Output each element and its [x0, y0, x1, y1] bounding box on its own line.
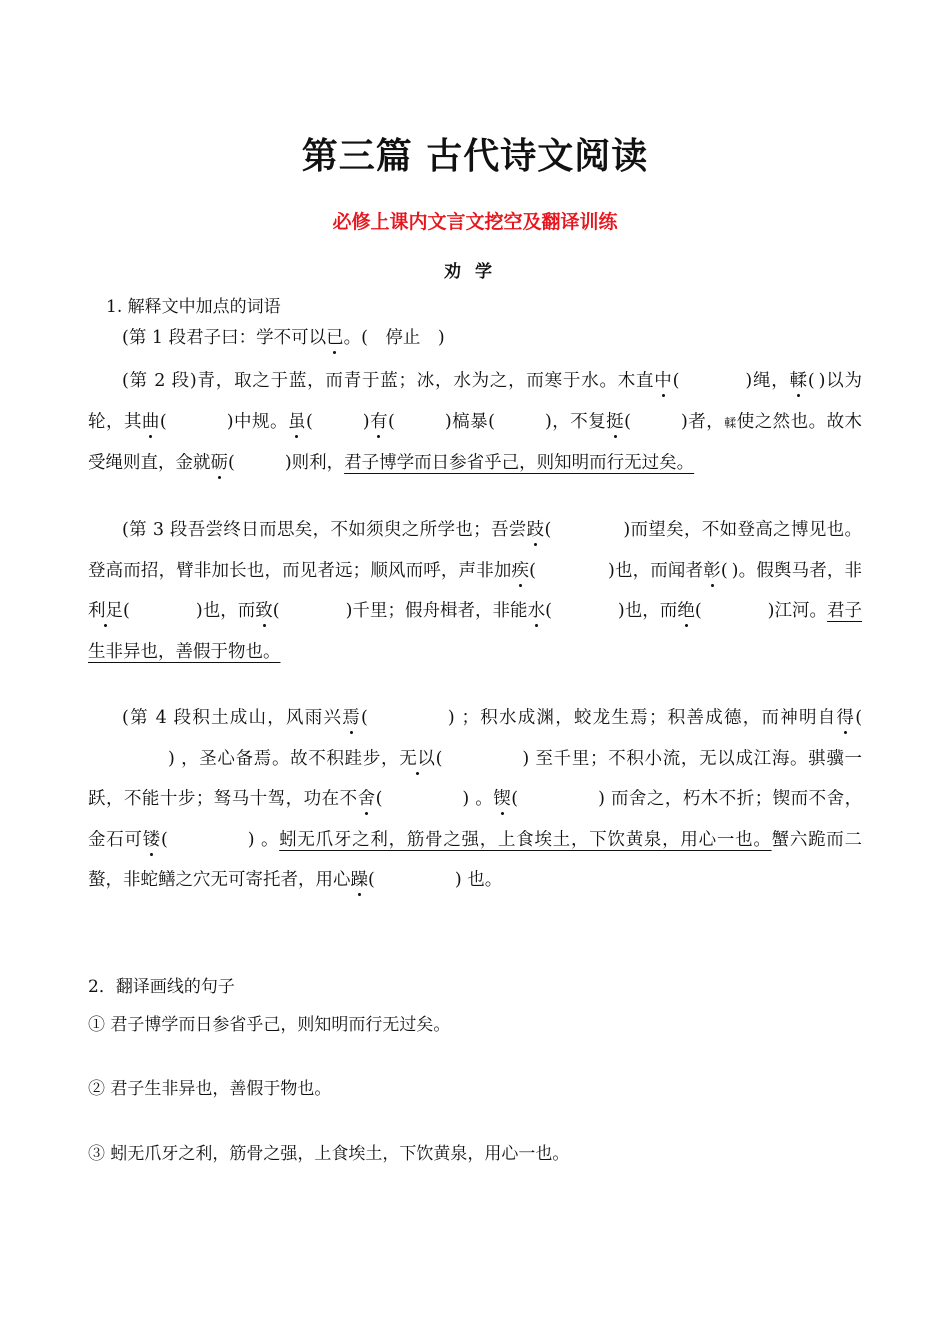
translation-item-1: ① 君子博学而日参省乎己，则知明而行无过矣。	[88, 1015, 451, 1035]
dotted-word: 曲	[141, 411, 160, 432]
dotted-word: 水	[527, 601, 546, 621]
dotted-word: 无以	[399, 748, 436, 769]
dotted-word: 躁	[350, 870, 368, 890]
paragraph-4: (第 4 段积土成山，风雨兴焉( ) ；积水成渊，蛟龙生焉；积善成德，而神明自得() ，圣心备焉。故不积跬步，无以( ) 至千里；不积小流，无以成江海。骐骥一跃，不能十步；驽马十驾，功在不舍( ) 。锲( ) 而舍之，朽木不折；锲而不舍，金石可镂( ) 。蚓无爪牙之利，筋骨之强，上食埃土，下饮黄泉，用心一也。蟹六跪而二螯，非蛇鳝之穴无可寄托者，用心躁( ) 也。	[88, 708, 863, 890]
dotted-word: 輮	[789, 371, 808, 391]
dotted-word: 砺	[210, 453, 228, 473]
paragraph-1: (第 1 段君子曰：学不可以已。( 停止 )	[122, 328, 445, 348]
page-title: 第三篇 古代诗文阅读	[301, 136, 649, 177]
dotted-word: 中	[654, 371, 673, 391]
underlined-sentence: 蚓无爪牙之利，筋骨之强，上食埃土，下饮黄泉，用心一也。	[279, 829, 772, 850]
question-2-heading: 2．翻译画线的句子	[88, 977, 235, 997]
underlined-sentence: 君子生非异也，善假于物也。	[88, 601, 863, 662]
translation-item-3: ③ 蚓无爪牙之利，筋骨之强，上食埃土，下饮黄泉，用心一也。	[88, 1144, 570, 1164]
dotted-word: 焉	[342, 708, 362, 728]
page-subtitle: 必修上课内文言文挖空及翻译训练	[332, 211, 618, 233]
underlined-sentence: 君子博学而日参省乎己，则知明而行无过矣。	[344, 453, 695, 473]
question-1-heading: 1. 解释文中加点的词语	[106, 297, 281, 317]
dotted-word: 疾	[511, 560, 530, 581]
dotted-word: 致	[255, 601, 273, 621]
paragraph-3: (第 3 段吾尝终日而思矣，不如须臾之所学也；吾尝跂( )而望矣，不如登高之博见也。登高而招，臂非加长也，而见者远；顺风而呼，声非加疾( )也，而闻者彰( )。假舆马者，非利足( )也，而致( )千里；假舟楫者，非能水( )也，而绝( )江河。君子生非异也，善假于物也。	[88, 520, 863, 662]
dotted-word: 利足	[88, 601, 124, 621]
dotted-word: 跂	[526, 520, 545, 540]
dotted-word: 舍	[357, 789, 376, 809]
dotted-word: 绝	[677, 601, 695, 621]
paragraph-2: (第 2 段)青，取之于蓝，而青于蓝；冰，水为之，而寒于水。木直中( )绳，輮( )以为轮，其曲( )中规。虽( )有( )槁暴( )，不复挺( )者，輮使之然也。故木受绳则直，金就砺( )则利，君子博学而日参省乎己，则知明而行无过矣。	[88, 371, 863, 473]
dotted-word: 镂	[142, 829, 161, 850]
lesson-title: 劝学	[444, 262, 506, 282]
dotted-word: 有	[369, 411, 389, 432]
dotted-word: 虽	[287, 411, 306, 432]
dotted-word: 已	[326, 328, 344, 348]
dotted-word: 锲	[493, 789, 512, 809]
translation-item-2: ② 君子生非异也，善假于物也。	[88, 1079, 332, 1099]
dotted-word: 彰	[703, 560, 721, 581]
dotted-word: 得	[836, 708, 856, 728]
dotted-word: 挺	[606, 411, 625, 432]
